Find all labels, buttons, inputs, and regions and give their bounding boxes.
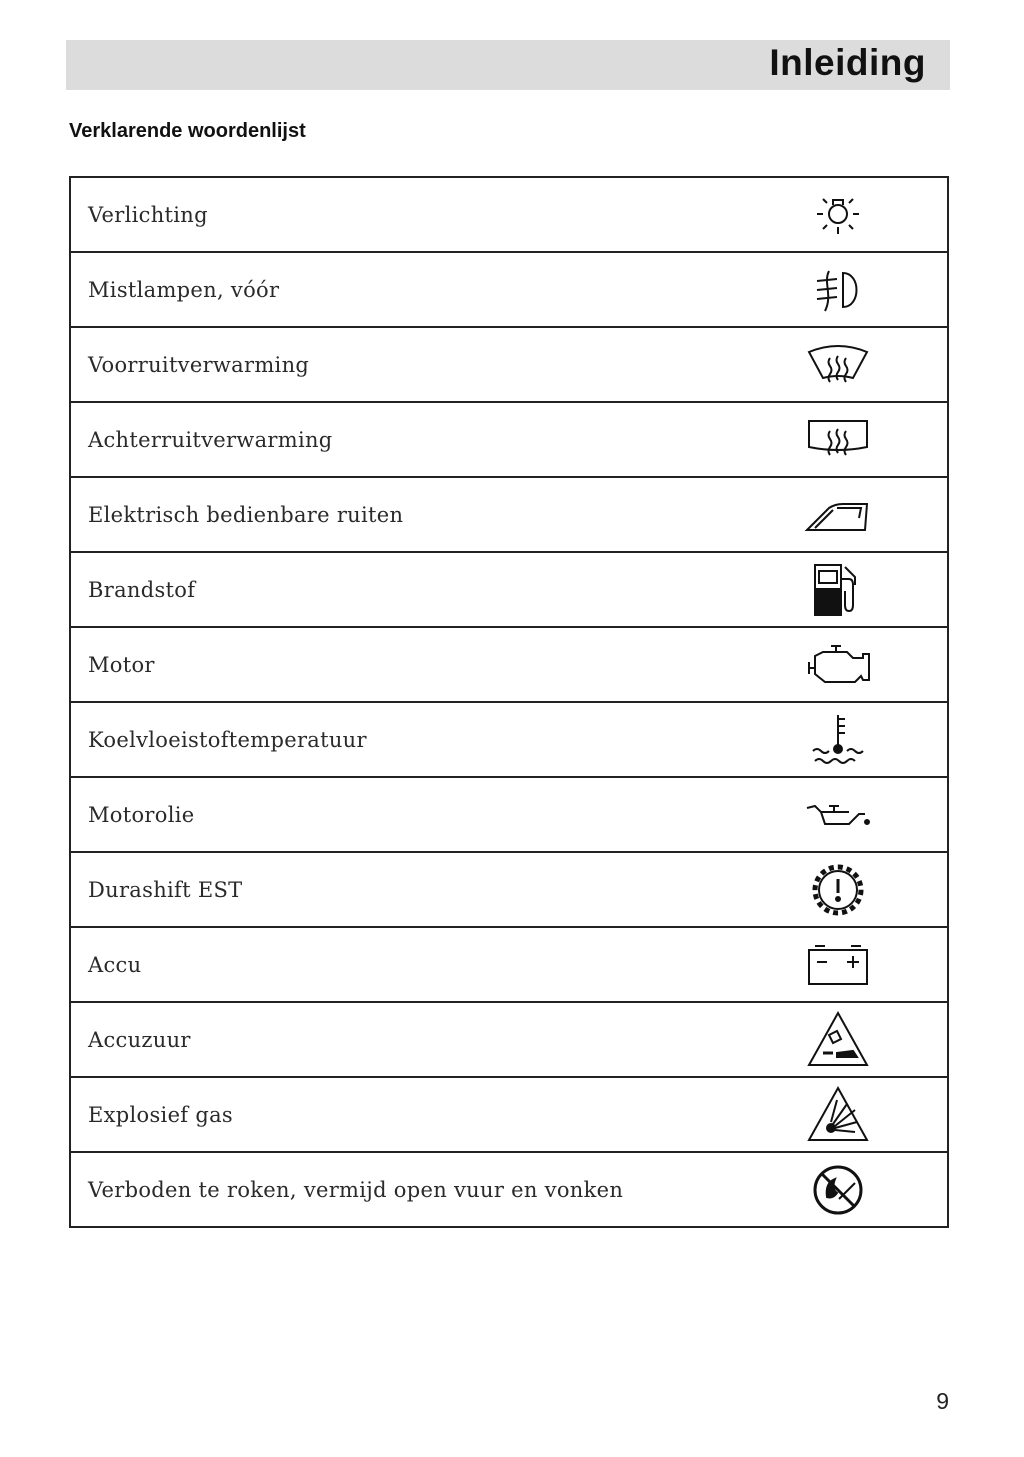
glossary-term: Voorruitverwarming (88, 352, 310, 377)
glossary-row (69, 1003, 949, 1078)
glossary-term: Brandstof (88, 577, 196, 602)
coolant-temperature-icon (803, 709, 873, 771)
glossary-term: Mistlampen, vóór (88, 277, 280, 302)
battery-icon (803, 934, 873, 996)
glossary-row (69, 778, 949, 853)
glossary-row (69, 1153, 949, 1228)
glossary-table (69, 176, 949, 1228)
fuel-pump-icon (803, 559, 873, 621)
glossary-term: Motor (88, 652, 155, 677)
glossary-row (69, 403, 949, 478)
no-smoking-icon (803, 1159, 873, 1221)
engine-icon (803, 634, 873, 696)
oil-can-icon (803, 784, 873, 846)
glossary-term: Motorolie (88, 802, 195, 827)
header-band (66, 40, 950, 90)
front-fog-lamp-icon (803, 259, 873, 321)
glossary-term: Durashift EST (88, 877, 243, 902)
glossary-row (69, 553, 949, 628)
page-number: 9 (936, 1388, 949, 1414)
glossary-row (69, 478, 949, 553)
glossary-row (69, 1078, 949, 1153)
glossary-row (69, 703, 949, 778)
glossary-term: Verboden te roken, vermijd open vuur en vonken (88, 1177, 624, 1202)
glossary-row (69, 628, 949, 703)
power-window-icon (803, 484, 873, 546)
glossary-row (69, 253, 949, 328)
glossary-row (69, 328, 949, 403)
glossary-term: Elektrisch bedienbare ruiten (88, 502, 404, 527)
glossary-term: Achterruitverwarming (88, 427, 333, 452)
windscreen-heating-icon (803, 334, 873, 396)
rear-window-heating-icon (803, 409, 873, 471)
section-title: Verklarende woordenlijst (69, 120, 306, 142)
transmission-warning-icon (803, 859, 873, 921)
glossary-term: Accu (88, 952, 142, 977)
corrosive-warning-icon (803, 1009, 873, 1071)
glossary-term: Koelvloeistoftemperatuur (88, 727, 367, 752)
explosive-warning-icon (803, 1084, 873, 1146)
glossary-row (69, 928, 949, 1003)
glossary-row (69, 178, 949, 253)
glossary-term: Explosief gas (88, 1102, 233, 1127)
glossary-term: Accuzuur (88, 1027, 191, 1052)
lighting-icon (803, 184, 873, 246)
page-title: Inleiding (769, 42, 926, 83)
glossary-row (69, 853, 949, 928)
glossary-term: Verlichting (88, 202, 208, 227)
